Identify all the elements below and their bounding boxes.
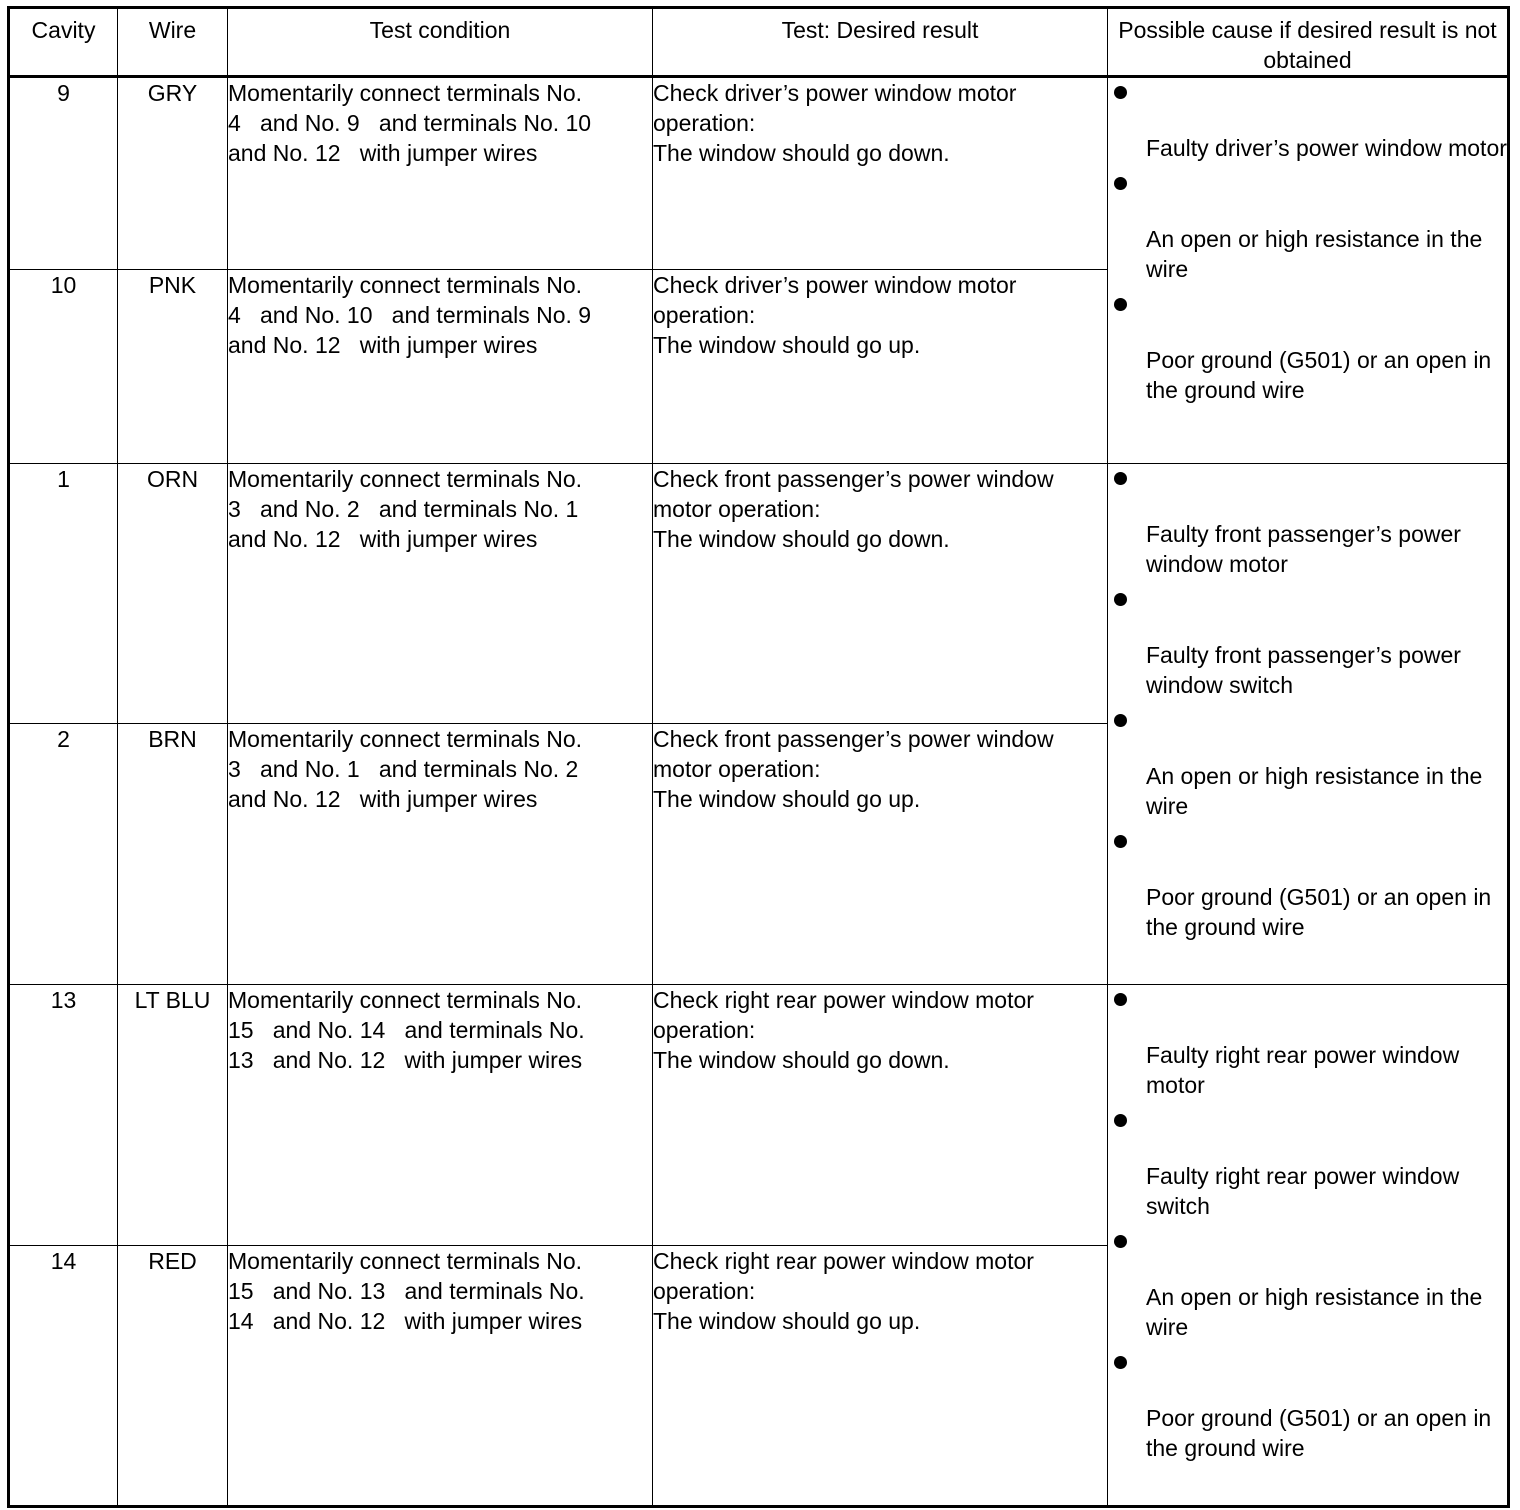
header-desired-result: Test: Desired result — [653, 8, 1108, 77]
bullet-icon — [1114, 1114, 1127, 1127]
desired-result-text: Check driver’s power window motor operation: The window should go down. — [653, 80, 1017, 166]
table-row — [9, 77, 1509, 270]
cavity-cell: 13 — [9, 985, 118, 1246]
cavity-cell: 2 — [9, 724, 118, 985]
possible-cause-cell — [1108, 985, 1509, 1507]
cavity-cell: 14 — [9, 1246, 118, 1507]
bullet-icon — [1114, 1356, 1127, 1369]
header-wire: Wire — [118, 8, 228, 77]
test-condition-text: Momentarily connect terminals No. 15 and No. 13 and terminals No. 14 and No. 12 with jumper wires — [228, 1248, 585, 1334]
cause-text: Poor ground (G501) or an open in the ground wire — [1146, 1405, 1492, 1461]
possible-cause-cell — [1108, 464, 1509, 985]
bullet-icon — [1114, 593, 1127, 606]
desired-result-cell — [653, 985, 1108, 1246]
test-condition-cell — [228, 985, 653, 1246]
cause-item — [1108, 472, 1507, 579]
bullet-icon — [1114, 835, 1127, 848]
cause-text: Faulty front passenger’s power window motor — [1146, 521, 1461, 577]
bullet-icon — [1114, 993, 1127, 1006]
test-condition-cell — [228, 724, 653, 985]
test-condition-text: Momentarily connect terminals No. 15 and No. 14 and terminals No. 13 and No. 12 with jumper wires — [228, 987, 585, 1073]
bullet-icon — [1114, 1235, 1127, 1248]
bullet-icon — [1114, 714, 1127, 727]
cause-text: An open or high resistance in the wire — [1146, 1284, 1483, 1340]
wire-cell: GRY — [118, 77, 228, 270]
diagnostic-table — [7, 6, 1510, 1508]
possible-cause-cell — [1108, 77, 1509, 464]
test-condition-cell — [228, 77, 653, 270]
test-condition-cell — [228, 1246, 653, 1507]
cause-item — [1108, 1356, 1507, 1463]
test-condition-cell — [228, 270, 653, 464]
desired-result-cell — [653, 1246, 1108, 1507]
cause-item — [1108, 835, 1507, 942]
test-condition-text: Momentarily connect terminals No. 3 and No. 1 and terminals No. 2 and No. 12 with jumper wires — [228, 726, 583, 812]
test-condition-text: Momentarily connect terminals No. 4 and No. 9 and terminals No. 10 and No. 12 with jumper wires — [228, 80, 592, 166]
wire-cell: ORN — [118, 464, 228, 724]
header-row — [9, 8, 1509, 77]
cause-text: Poor ground (G501) or an open in the ground wire — [1146, 884, 1492, 940]
cause-item — [1108, 714, 1507, 821]
wire-cell: BRN — [118, 724, 228, 985]
cause-item — [1108, 177, 1507, 284]
cause-item — [1108, 1114, 1507, 1221]
test-condition-cell — [228, 464, 653, 724]
bullet-icon — [1114, 298, 1127, 311]
cavity-cell: 9 — [9, 77, 118, 270]
desired-result-text: Check right rear power window motor operation: The window should go up. — [653, 1248, 1034, 1334]
cavity-cell: 10 — [9, 270, 118, 464]
desired-result-cell — [653, 77, 1108, 270]
test-condition-text: Momentarily connect terminals No. 3 and No. 2 and terminals No. 1 and No. 12 with jumper wires — [228, 466, 583, 552]
cause-text: Faulty front passenger’s power window switch — [1146, 642, 1461, 698]
desired-result-text: Check front passenger’s power window motor operation: The window should go up. — [653, 726, 1054, 812]
desired-result-text: Check front passenger’s power window motor operation: The window should go down. — [653, 466, 1054, 552]
desired-result-cell — [653, 724, 1108, 985]
cause-item — [1108, 86, 1507, 163]
cause-item — [1108, 298, 1507, 405]
cause-item — [1108, 1235, 1507, 1342]
cause-text: Faulty right rear power window motor — [1146, 1042, 1460, 1098]
cause-text: Faulty right rear power window switch — [1146, 1163, 1460, 1219]
cause-text: An open or high resistance in the wire — [1146, 763, 1483, 819]
desired-result-cell — [653, 464, 1108, 724]
bullet-icon — [1114, 177, 1127, 190]
cause-text: An open or high resistance in the wire — [1146, 226, 1483, 282]
test-condition-text: Momentarily connect terminals No. 4 and No. 10 and terminals No. 9 and No. 12 with jumper wires — [228, 272, 592, 358]
bullet-icon — [1114, 86, 1127, 99]
cavity-cell: 1 — [9, 464, 118, 724]
header-possible-cause: Possible cause if desired result is not obtained — [1108, 8, 1509, 77]
desired-result-cell — [653, 270, 1108, 464]
table-row — [9, 985, 1509, 1246]
desired-result-text: Check right rear power window motor operation: The window should go down. — [653, 987, 1034, 1073]
cause-text: Poor ground (G501) or an open in the ground wire — [1146, 347, 1492, 403]
cause-item — [1108, 993, 1507, 1100]
bullet-icon — [1114, 472, 1127, 485]
cause-text: Faulty driver’s power window motor — [1146, 135, 1507, 161]
header-cavity: Cavity — [9, 8, 118, 77]
desired-result-text: Check driver’s power window motor operation: The window should go up. — [653, 272, 1017, 358]
table-row — [9, 464, 1509, 724]
wire-cell: RED — [118, 1246, 228, 1507]
wire-cell: PNK — [118, 270, 228, 464]
cause-item — [1108, 593, 1507, 700]
header-test-condition: Test condition — [228, 8, 653, 77]
wire-cell: LT BLU — [118, 985, 228, 1246]
